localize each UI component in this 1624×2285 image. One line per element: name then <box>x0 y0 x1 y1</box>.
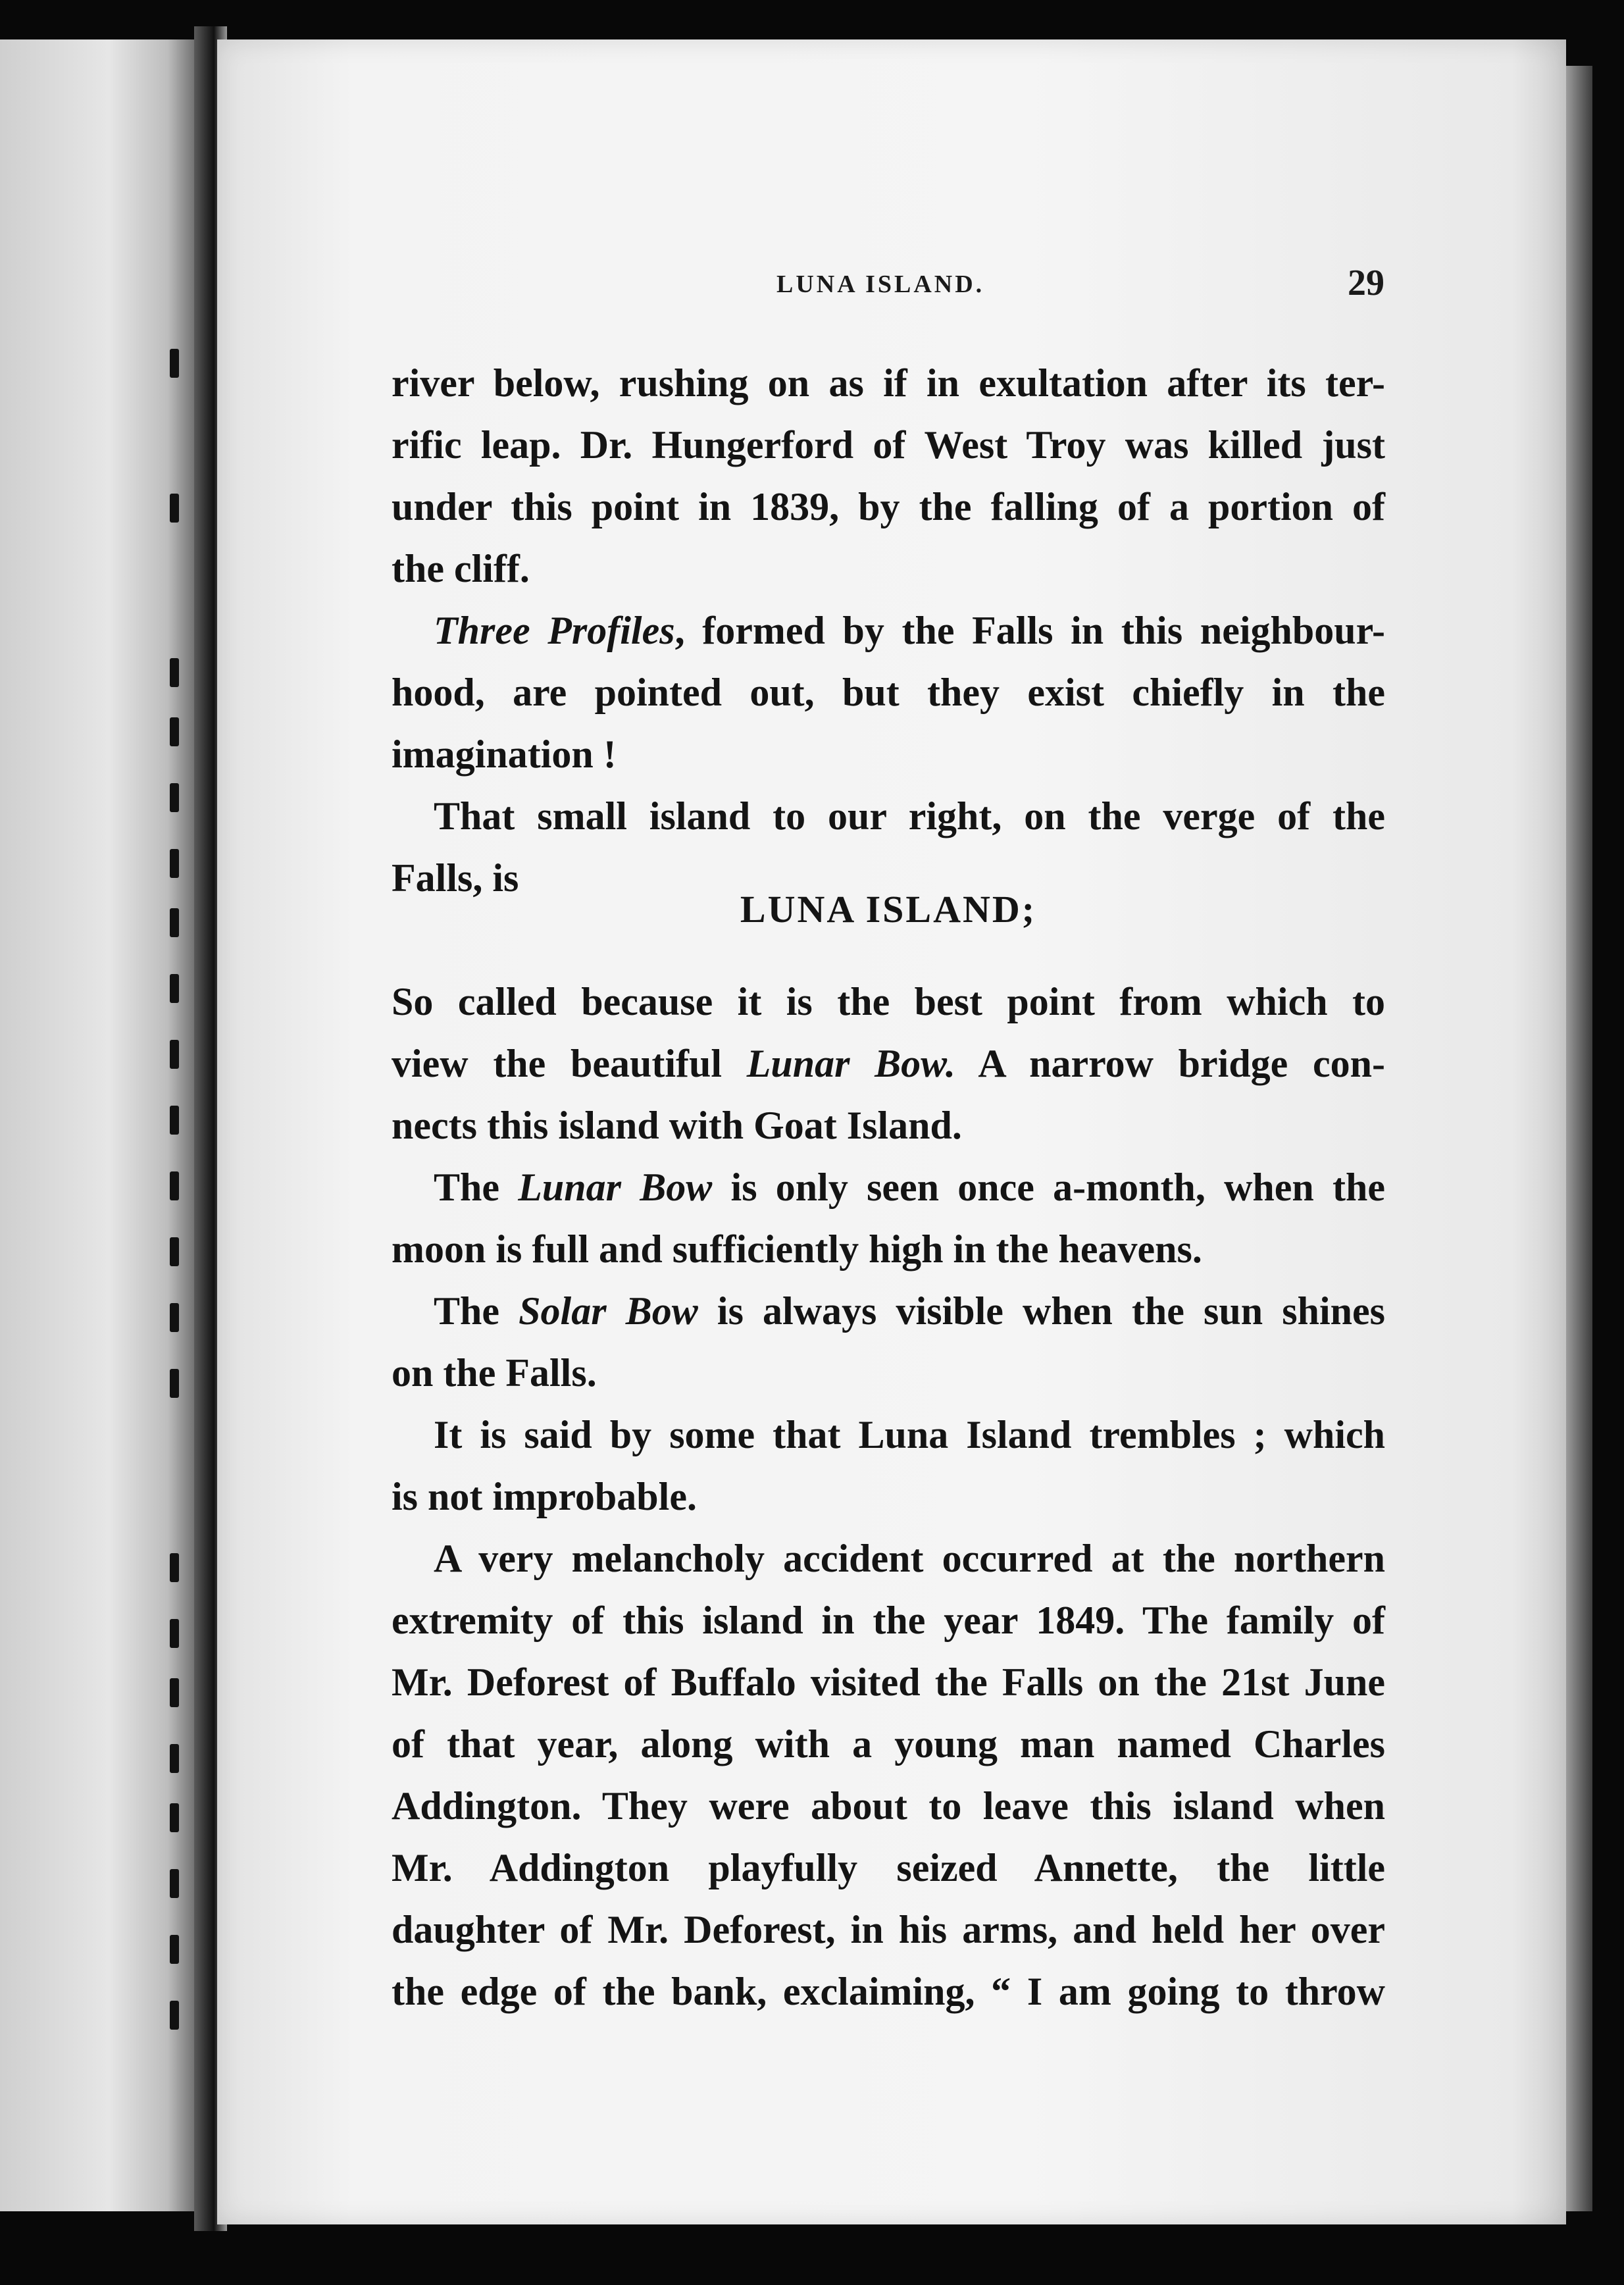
text-line: Addington. They were about to leave this island when <box>392 1784 1385 1828</box>
text-line: is not improbable. <box>392 1475 697 1518</box>
page-number: 29 <box>1348 263 1384 303</box>
text-line: A very melancholy accident occurred at the northern <box>434 1537 1385 1580</box>
text-run: is only seen once a-month, when the <box>712 1166 1386 1209</box>
text-line: It is said by some that Luna Island trembles ; which <box>434 1413 1385 1456</box>
text-line <box>392 1033 1385 1094</box>
text-line: That small island to our right, on the verge of the <box>434 794 1385 838</box>
facing-page-text-fragments <box>170 39 196 2211</box>
text-line <box>392 1280 1385 1342</box>
text-line: extremity of this island in the year 1849. The family of <box>392 1599 1385 1642</box>
text-line: on the Falls. <box>392 1351 597 1395</box>
text-line: hood, are pointed out, but they exist chiefly in the <box>392 671 1385 714</box>
page-edge-shadow <box>1566 66 1592 2211</box>
text-line: daughter of Mr. Deforest, in his arms, and held her over <box>392 1908 1385 1951</box>
text-line: of that year, along with a young man named Charles <box>392 1722 1385 1766</box>
text-run: is always visible when the sun shines <box>698 1289 1385 1333</box>
text-line: nects this island with Goat Island. <box>392 1104 962 1147</box>
text-line: Mr. Deforest of Buffalo visited the Falls on the 21st June <box>392 1660 1385 1704</box>
text-line: moon is full and sufficiently high in the heavens. <box>392 1227 1202 1271</box>
text-line <box>392 1156 1385 1218</box>
italic-term: Lunar Bow. <box>746 1042 955 1085</box>
text-line: river below, rushing on as if in exultation after its ter- <box>392 361 1385 405</box>
text-run: The <box>434 1289 519 1333</box>
text-line: the edge of the bank, exclaiming, “ I am going to throw <box>392 1970 1385 2013</box>
spacer <box>392 940 1385 971</box>
section-heading: LUNA ISLAND; <box>740 888 1037 931</box>
text-run: A narrow bridge con- <box>955 1042 1385 1085</box>
italic-term: Three Profiles <box>434 609 675 652</box>
italic-term: Lunar Bow <box>518 1166 713 1209</box>
page-body-text <box>392 352 1385 2022</box>
text-line: So called because it is the best point from which to <box>392 980 1385 1023</box>
facing-page-edge <box>0 39 197 2211</box>
text-line <box>392 600 1385 661</box>
text-run: The <box>434 1166 519 1209</box>
text-line: the cliff. <box>392 547 530 590</box>
text-line: imagination ! <box>392 732 617 776</box>
text-run: , formed by the Falls in this neighbour- <box>674 609 1385 652</box>
text-line: under this point in 1839, by the falling of a portion of <box>392 485 1385 528</box>
text-line: Mr. Addington playfully seized Annette, the little <box>392 1846 1385 1889</box>
running-head: LUNA ISLAND. <box>776 270 985 298</box>
text-line: Falls, is <box>392 856 519 900</box>
italic-term: Solar Bow <box>519 1289 698 1333</box>
text-run: view the beautiful <box>392 1042 747 1085</box>
text-line: rific leap. Dr. Hungerford of West Troy was killed just <box>392 423 1385 467</box>
